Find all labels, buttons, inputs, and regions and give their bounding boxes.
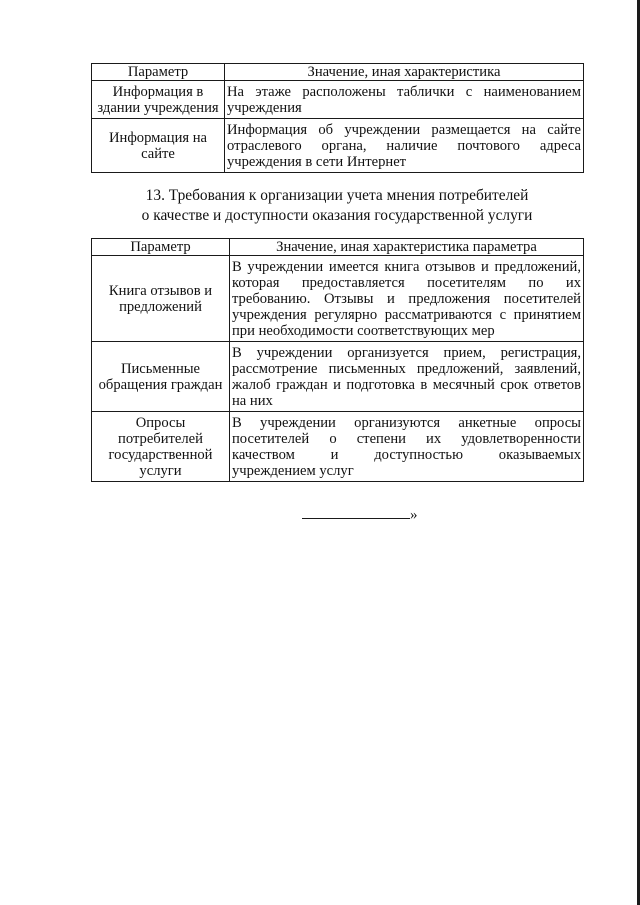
text-line: потребителей <box>118 430 203 447</box>
section-13-heading <box>91 186 583 226</box>
text-line: учреждения <box>227 99 302 116</box>
row-value <box>230 342 584 412</box>
table-header-row <box>92 239 584 256</box>
text-line: На этаже расположены таблички с наименованием <box>227 83 581 100</box>
text-line: В учреждении организуется прием, регистрация, <box>232 344 581 361</box>
table-row <box>92 256 584 342</box>
text-line: учреждением услуг <box>232 462 354 479</box>
text-line: Опросы <box>135 414 186 431</box>
text-line: при необходимости соответствующих мер <box>232 322 495 339</box>
signature-underline <box>302 504 410 519</box>
text-line: рассмотрение письменных предложений, заявлений, <box>232 360 581 377</box>
table-row <box>92 119 584 173</box>
row-value <box>225 119 584 173</box>
text-line: качеством и доступностью оказываемых <box>232 446 581 463</box>
closing-mark <box>302 504 418 524</box>
text-line: учреждения в сети Интернет <box>227 153 407 170</box>
text-line: которая предоставляется посетителям по их <box>232 274 581 291</box>
text-line: посетителей о степени их удовлетворенности <box>232 430 581 447</box>
text-line: Информация в <box>112 83 204 100</box>
text-line: услуги <box>139 462 182 479</box>
row-parameter <box>92 412 230 482</box>
closing-quote: » <box>410 507 418 523</box>
column-header-value: Значение, иная характеристика <box>225 64 584 81</box>
text-line: Информация об учреждении размещается на сайте <box>227 121 581 138</box>
row-value <box>230 412 584 482</box>
text-line: обращения граждан <box>98 376 223 393</box>
text-line: Письменные <box>120 360 201 377</box>
text-line: отраслевого органа, наличие почтового адреса <box>227 137 581 154</box>
heading-line: 13. Требования к организации учета мнения потребителей <box>145 187 529 204</box>
row-parameter <box>92 119 225 173</box>
row-parameter <box>92 81 225 119</box>
text-line: Книга отзывов и <box>108 282 213 299</box>
table-row <box>92 342 584 412</box>
row-parameter <box>92 342 230 412</box>
table-row <box>92 412 584 482</box>
text-line: государственной <box>108 446 213 463</box>
column-header-value: Значение, иная характеристика параметра <box>230 239 584 256</box>
column-header-parameter: Параметр <box>92 64 225 81</box>
text-line: В учреждении имеется книга отзывов и предложений, <box>232 258 581 275</box>
text-line: требованию. Отзывы и предложения посетителей <box>232 290 581 307</box>
table-header-row <box>92 64 584 81</box>
table-row <box>92 81 584 119</box>
row-value <box>230 256 584 342</box>
text-line: В учреждении организуются анкетные опросы <box>232 414 581 431</box>
text-line: здании учреждения <box>97 99 219 116</box>
text-line: предложений <box>119 298 202 315</box>
column-header-parameter: Параметр <box>92 239 230 256</box>
heading-line: о качестве и доступности оказания государственной услуги <box>141 207 533 224</box>
text-line: жалоб граждан и подготовка в месячный срок ответов <box>232 376 581 393</box>
row-parameter <box>92 256 230 342</box>
row-value <box>225 81 584 119</box>
feedback-requirements-table <box>91 238 584 482</box>
text-line: Информация на <box>108 129 208 146</box>
service-info-table <box>91 63 584 173</box>
text-line: сайте <box>141 145 175 162</box>
text-line: учреждения регулярно рассматриваются с принятием <box>232 306 581 323</box>
text-line: на них <box>232 392 273 409</box>
